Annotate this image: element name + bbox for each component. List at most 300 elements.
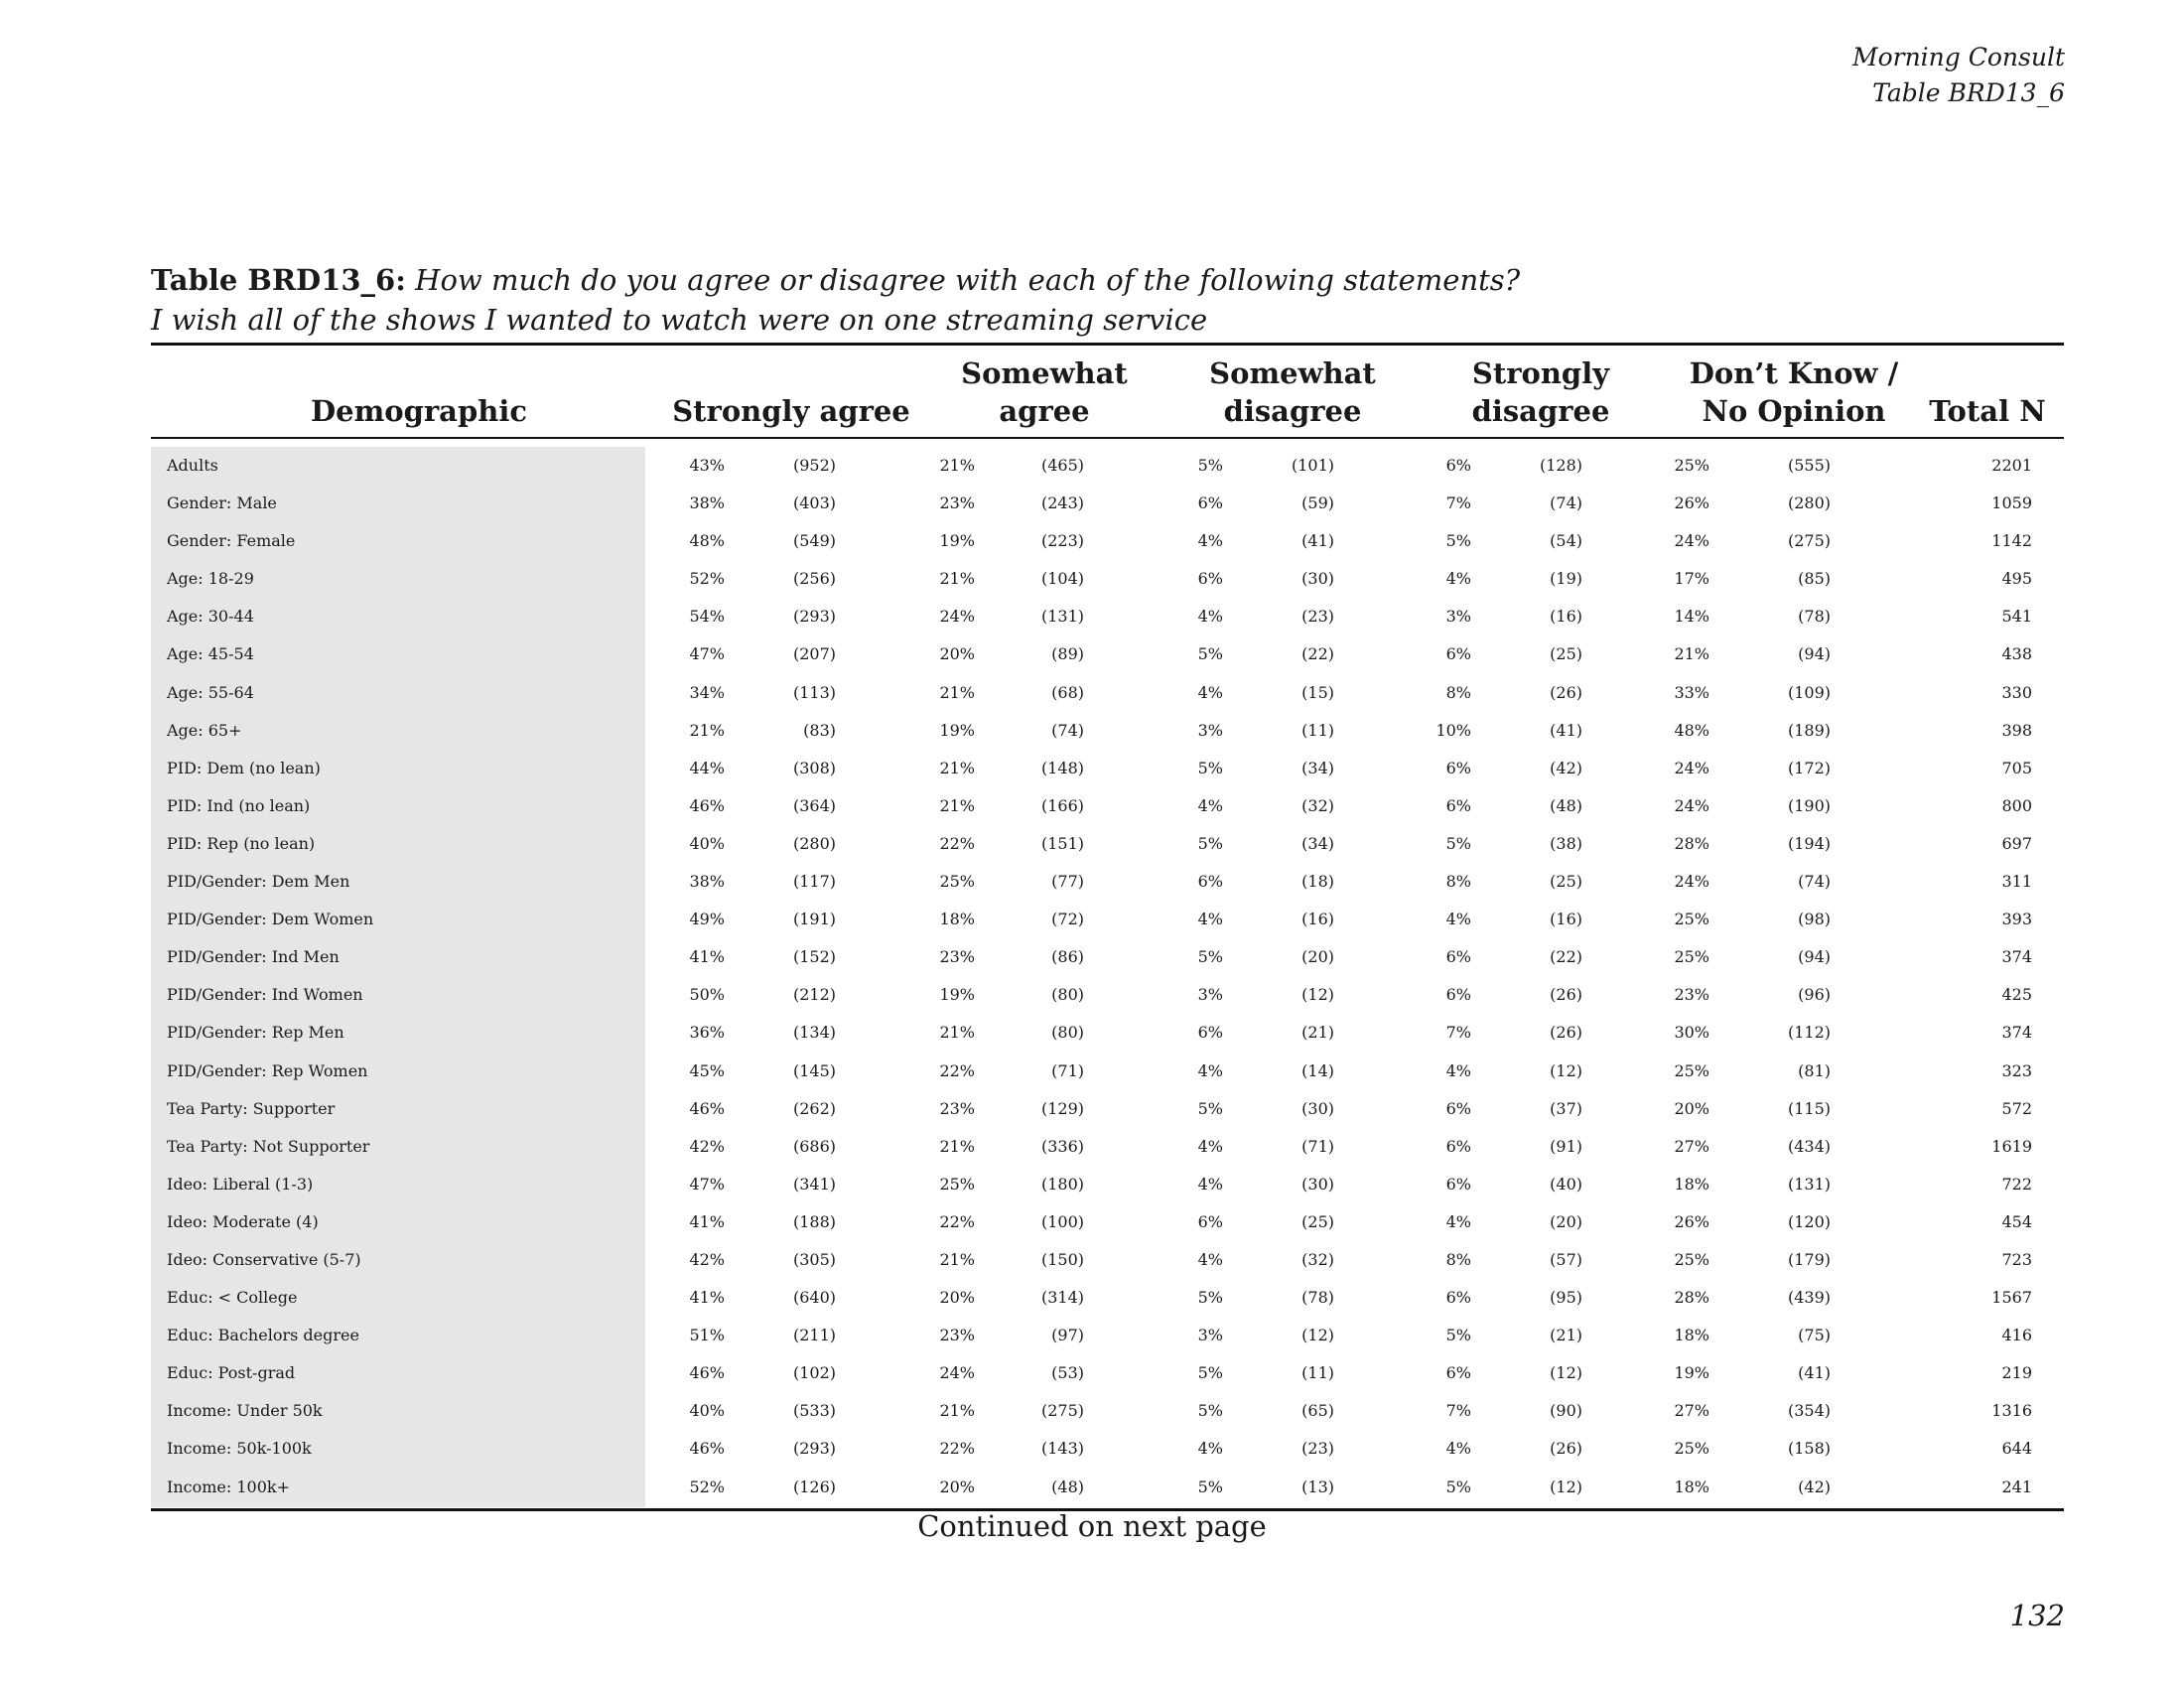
- strongly-disagree-n: (95): [1550, 1288, 1582, 1308]
- somewhat-disagree-pct: 5%: [1197, 1288, 1223, 1308]
- col-somewhat-disagree-2: disagree: [1223, 394, 1362, 428]
- somewhat-agree-pct: 21%: [939, 456, 975, 475]
- somewhat-disagree-n: (11): [1301, 720, 1334, 740]
- dont-know-n: (120): [1787, 1211, 1831, 1231]
- total-n: 705: [2001, 758, 2032, 777]
- dont-know-pct: 25%: [1674, 456, 1709, 475]
- strongly-disagree-pct: 5%: [1445, 1477, 1471, 1496]
- row-label: Gender: Female: [167, 531, 296, 551]
- somewhat-agree-n: (89): [1051, 644, 1084, 664]
- strongly-agree-pct: 48%: [689, 531, 725, 551]
- strongly-agree-pct: 38%: [689, 493, 725, 513]
- table-row: [151, 1090, 2064, 1128]
- strongly-disagree-pct: 5%: [1445, 833, 1471, 853]
- row-label: PID: Ind (no lean): [167, 795, 311, 815]
- somewhat-disagree-pct: 4%: [1197, 1136, 1223, 1156]
- strongly-disagree-pct: 7%: [1445, 493, 1471, 513]
- somewhat-disagree-n: (30): [1301, 1098, 1334, 1118]
- somewhat-agree-n: (151): [1040, 833, 1084, 853]
- dont-know-n: (78): [1798, 607, 1831, 627]
- strongly-agree-pct: 52%: [689, 1477, 725, 1496]
- somewhat-disagree-pct: 3%: [1197, 985, 1223, 1005]
- row-label: Adults: [167, 456, 218, 475]
- strongly-disagree-n: (26): [1550, 682, 1582, 702]
- strongly-agree-n: (952): [792, 456, 836, 475]
- table-row: [151, 1203, 2064, 1241]
- dont-know-n: (179): [1787, 1249, 1831, 1269]
- somewhat-disagree-pct: 5%: [1197, 644, 1223, 664]
- strongly-agree-n: (207): [792, 644, 836, 664]
- strongly-disagree-n: (74): [1550, 493, 1582, 513]
- row-label: PID/Gender: Rep Women: [167, 1060, 368, 1080]
- strongly-disagree-n: (12): [1550, 1477, 1582, 1496]
- table-row: [151, 485, 2064, 522]
- somewhat-disagree-n: (23): [1301, 1439, 1334, 1459]
- total-n: 323: [2001, 1060, 2032, 1080]
- table-row: [151, 447, 2064, 485]
- dont-know-n: (434): [1787, 1136, 1831, 1156]
- strongly-disagree-n: (16): [1550, 910, 1582, 929]
- table-label: Table BRD13_6:: [151, 263, 406, 297]
- somewhat-disagree-pct: 5%: [1197, 758, 1223, 777]
- somewhat-agree-pct: 21%: [939, 1136, 975, 1156]
- strongly-agree-pct: 46%: [689, 1439, 725, 1459]
- strongly-disagree-pct: 4%: [1445, 910, 1471, 929]
- table-row: [151, 1166, 2064, 1203]
- strongly-disagree-n: (41): [1550, 720, 1582, 740]
- somewhat-agree-pct: 22%: [939, 1439, 975, 1459]
- somewhat-disagree-pct: 5%: [1197, 947, 1223, 967]
- somewhat-disagree-pct: 6%: [1197, 569, 1223, 589]
- somewhat-agree-pct: 23%: [939, 1326, 975, 1345]
- strongly-disagree-n: (48): [1550, 795, 1582, 815]
- strongly-agree-pct: 36%: [689, 1023, 725, 1043]
- strongly-agree-pct: 41%: [689, 947, 725, 967]
- row-label: PID: Dem (no lean): [167, 758, 321, 777]
- strongly-disagree-n: (40): [1550, 1174, 1582, 1194]
- somewhat-disagree-n: (21): [1301, 1023, 1334, 1043]
- somewhat-disagree-n: (32): [1301, 795, 1334, 815]
- row-label: Ideo: Conservative (5-7): [167, 1249, 361, 1269]
- somewhat-agree-pct: 21%: [939, 569, 975, 589]
- dont-know-pct: 19%: [1674, 1363, 1709, 1383]
- somewhat-agree-n: (180): [1040, 1174, 1084, 1194]
- strongly-agree-n: (293): [792, 1439, 836, 1459]
- strongly-agree-n: (341): [792, 1174, 836, 1194]
- table-row: [151, 712, 2064, 750]
- dont-know-pct: 27%: [1674, 1401, 1709, 1421]
- somewhat-disagree-n: (23): [1301, 607, 1334, 627]
- strongly-agree-pct: 54%: [689, 607, 725, 627]
- col-strongly-agree: Strongly agree: [672, 394, 910, 428]
- somewhat-disagree-n: (12): [1301, 1326, 1334, 1345]
- strongly-disagree-pct: 8%: [1445, 682, 1471, 702]
- strongly-disagree-n: (128): [1539, 456, 1582, 475]
- strongly-agree-n: (549): [792, 531, 836, 551]
- strongly-disagree-pct: 5%: [1445, 1326, 1471, 1345]
- somewhat-agree-n: (71): [1051, 1060, 1084, 1080]
- total-n: 398: [2001, 720, 2032, 740]
- dont-know-pct: 26%: [1674, 1211, 1709, 1231]
- somewhat-agree-pct: 21%: [939, 1023, 975, 1043]
- strongly-agree-n: (293): [792, 607, 836, 627]
- total-n: 541: [2001, 607, 2032, 627]
- somewhat-disagree-pct: 4%: [1197, 1249, 1223, 1269]
- total-n: 1316: [1991, 1401, 2032, 1421]
- col-demographic: Demographic: [310, 394, 527, 428]
- row-label: Income: Under 50k: [167, 1401, 323, 1421]
- row-label: PID/Gender: Dem Women: [167, 910, 374, 929]
- strongly-agree-pct: 34%: [689, 682, 725, 702]
- strongly-disagree-n: (12): [1550, 1363, 1582, 1383]
- somewhat-agree-pct: 21%: [939, 758, 975, 777]
- somewhat-agree-n: (131): [1040, 607, 1084, 627]
- row-label: Educ: < College: [167, 1288, 298, 1308]
- dont-know-pct: 24%: [1674, 795, 1709, 815]
- column-headers: [151, 345, 2064, 439]
- data-table: [151, 345, 2064, 439]
- total-n: 393: [2001, 910, 2032, 929]
- table-row: [151, 560, 2064, 598]
- strongly-disagree-n: (26): [1550, 1023, 1582, 1043]
- col-total-n: Total N: [1929, 394, 2046, 428]
- dont-know-n: (439): [1787, 1288, 1831, 1308]
- row-label: Age: 45-54: [167, 644, 254, 664]
- somewhat-agree-pct: 22%: [939, 833, 975, 853]
- dont-know-pct: 26%: [1674, 493, 1709, 513]
- strongly-agree-n: (308): [792, 758, 836, 777]
- strongly-disagree-pct: 6%: [1445, 1288, 1471, 1308]
- total-n: 495: [2001, 569, 2032, 589]
- somewhat-agree-n: (100): [1040, 1211, 1084, 1231]
- dont-know-n: (109): [1787, 682, 1831, 702]
- somewhat-agree-n: (53): [1051, 1363, 1084, 1383]
- strongly-agree-n: (113): [792, 682, 836, 702]
- somewhat-disagree-pct: 5%: [1197, 1363, 1223, 1383]
- row-label: PID/Gender: Rep Men: [167, 1023, 344, 1043]
- table-title: [151, 260, 1520, 340]
- strongly-disagree-pct: 4%: [1445, 1060, 1471, 1080]
- somewhat-disagree-n: (78): [1301, 1288, 1334, 1308]
- somewhat-disagree-n: (22): [1301, 644, 1334, 664]
- total-n: 438: [2001, 644, 2032, 664]
- row-label: Ideo: Liberal (1-3): [167, 1174, 314, 1194]
- somewhat-agree-pct: 25%: [939, 1174, 975, 1194]
- strongly-disagree-n: (90): [1550, 1401, 1582, 1421]
- strongly-disagree-pct: 6%: [1445, 1363, 1471, 1383]
- somewhat-agree-n: (48): [1051, 1477, 1084, 1496]
- table-row: [151, 825, 2064, 863]
- somewhat-agree-pct: 23%: [939, 947, 975, 967]
- somewhat-agree-pct: 22%: [939, 1211, 975, 1231]
- somewhat-disagree-n: (30): [1301, 1174, 1334, 1194]
- total-n: 644: [2001, 1439, 2032, 1459]
- somewhat-disagree-pct: 6%: [1197, 1211, 1223, 1231]
- dont-know-n: (354): [1787, 1401, 1831, 1421]
- row-label: PID/Gender: Dem Men: [167, 872, 350, 892]
- table-row: [151, 976, 2064, 1014]
- somewhat-agree-n: (143): [1040, 1439, 1084, 1459]
- strongly-agree-pct: 40%: [689, 833, 725, 853]
- row-label: Educ: Bachelors degree: [167, 1326, 359, 1345]
- dont-know-n: (189): [1787, 720, 1831, 740]
- dont-know-pct: 24%: [1674, 758, 1709, 777]
- strongly-disagree-pct: 10%: [1435, 720, 1471, 740]
- col-strongly-disagree-2: disagree: [1471, 394, 1610, 428]
- somewhat-disagree-pct: 5%: [1197, 833, 1223, 853]
- somewhat-disagree-n: (71): [1301, 1136, 1334, 1156]
- dont-know-pct: 25%: [1674, 1439, 1709, 1459]
- strongly-disagree-n: (54): [1550, 531, 1582, 551]
- somewhat-disagree-pct: 4%: [1197, 1439, 1223, 1459]
- dont-know-n: (75): [1798, 1326, 1831, 1345]
- dont-know-n: (85): [1798, 569, 1831, 589]
- row-label: Ideo: Moderate (4): [167, 1211, 319, 1231]
- total-n: 2201: [1991, 456, 2032, 475]
- table-row: [151, 635, 2064, 673]
- somewhat-agree-pct: 23%: [939, 1098, 975, 1118]
- somewhat-agree-n: (148): [1040, 758, 1084, 777]
- continued-note: Continued on next page: [917, 1509, 1267, 1543]
- table-row: [151, 1354, 2064, 1392]
- strongly-agree-pct: 44%: [689, 758, 725, 777]
- strongly-agree-pct: 46%: [689, 1363, 725, 1383]
- dont-know-n: (190): [1787, 795, 1831, 815]
- dont-know-pct: 14%: [1674, 607, 1709, 627]
- somewhat-disagree-n: (13): [1301, 1477, 1334, 1496]
- dont-know-pct: 20%: [1674, 1098, 1709, 1118]
- somewhat-agree-n: (129): [1040, 1098, 1084, 1118]
- row-label: Income: 50k-100k: [167, 1439, 312, 1459]
- dont-know-pct: 28%: [1674, 1288, 1709, 1308]
- total-n: 800: [2001, 795, 2032, 815]
- col-somewhat-agree-2: agree: [999, 394, 1090, 428]
- dont-know-n: (74): [1798, 872, 1831, 892]
- strongly-disagree-pct: 8%: [1445, 872, 1471, 892]
- dont-know-n: (555): [1787, 456, 1831, 475]
- strongly-agree-pct: 47%: [689, 1174, 725, 1194]
- table-row: [151, 1392, 2064, 1430]
- somewhat-disagree-n: (11): [1301, 1363, 1334, 1383]
- somewhat-disagree-n: (101): [1291, 456, 1334, 475]
- dont-know-pct: 33%: [1674, 682, 1709, 702]
- strongly-agree-n: (262): [792, 1098, 836, 1118]
- somewhat-disagree-pct: 5%: [1197, 456, 1223, 475]
- total-n: 374: [2001, 947, 2032, 967]
- total-n: 330: [2001, 682, 2032, 702]
- strongly-agree-n: (212): [792, 985, 836, 1005]
- table-id: Table BRD13_6: [1872, 78, 2065, 107]
- strongly-disagree-pct: 7%: [1445, 1401, 1471, 1421]
- total-n: 722: [2001, 1174, 2032, 1194]
- somewhat-agree-pct: 22%: [939, 1060, 975, 1080]
- somewhat-disagree-pct: 4%: [1197, 531, 1223, 551]
- strongly-agree-pct: 52%: [689, 569, 725, 589]
- row-label: PID/Gender: Ind Women: [167, 985, 363, 1005]
- page-header: [1852, 40, 2065, 111]
- table-row: [151, 1469, 2064, 1506]
- strongly-agree-n: (145): [792, 1060, 836, 1080]
- dont-know-n: (94): [1798, 644, 1831, 664]
- strongly-agree-pct: 46%: [689, 795, 725, 815]
- somewhat-disagree-n: (30): [1301, 569, 1334, 589]
- somewhat-disagree-pct: 6%: [1197, 1023, 1223, 1043]
- table-row: [151, 522, 2064, 560]
- somewhat-agree-n: (150): [1040, 1249, 1084, 1269]
- strongly-disagree-pct: 6%: [1445, 985, 1471, 1005]
- somewhat-agree-pct: 19%: [939, 720, 975, 740]
- somewhat-agree-pct: 21%: [939, 1401, 975, 1421]
- table-row: [151, 1241, 2064, 1279]
- strongly-agree-n: (152): [792, 947, 836, 967]
- somewhat-agree-n: (166): [1040, 795, 1084, 815]
- somewhat-agree-n: (336): [1040, 1136, 1084, 1156]
- strongly-disagree-n: (19): [1550, 569, 1582, 589]
- col-strongly-disagree-1: Strongly: [1471, 356, 1610, 390]
- strongly-disagree-pct: 6%: [1445, 1098, 1471, 1118]
- strongly-agree-pct: 41%: [689, 1211, 725, 1231]
- dont-know-n: (42): [1798, 1477, 1831, 1496]
- strongly-agree-n: (280): [792, 833, 836, 853]
- total-n: 219: [2001, 1363, 2032, 1383]
- row-label: Tea Party: Supporter: [167, 1098, 336, 1118]
- somewhat-disagree-n: (14): [1301, 1060, 1334, 1080]
- somewhat-disagree-pct: 4%: [1197, 1060, 1223, 1080]
- total-n: 697: [2001, 833, 2032, 853]
- table-row: [151, 787, 2064, 825]
- somewhat-disagree-n: (12): [1301, 985, 1334, 1005]
- somewhat-agree-n: (77): [1051, 872, 1084, 892]
- total-n: 416: [2001, 1326, 2032, 1345]
- strongly-agree-pct: 45%: [689, 1060, 725, 1080]
- dont-know-pct: 28%: [1674, 833, 1709, 853]
- somewhat-disagree-pct: 5%: [1197, 1477, 1223, 1496]
- table-row: [151, 750, 2064, 787]
- row-label: Age: 65+: [167, 720, 242, 740]
- strongly-disagree-n: (25): [1550, 872, 1582, 892]
- somewhat-agree-n: (80): [1051, 985, 1084, 1005]
- total-n: 374: [2001, 1023, 2032, 1043]
- dont-know-pct: 17%: [1674, 569, 1709, 589]
- total-n: 1619: [1991, 1136, 2032, 1156]
- dont-know-n: (158): [1787, 1439, 1831, 1459]
- table-row: [151, 598, 2064, 635]
- strongly-disagree-n: (26): [1550, 985, 1582, 1005]
- somewhat-agree-pct: 21%: [939, 795, 975, 815]
- total-n: 454: [2001, 1211, 2032, 1231]
- dont-know-pct: 24%: [1674, 872, 1709, 892]
- total-n: 723: [2001, 1249, 2032, 1269]
- somewhat-agree-n: (86): [1051, 947, 1084, 967]
- strongly-disagree-n: (22): [1550, 947, 1582, 967]
- strongly-agree-pct: 49%: [689, 910, 725, 929]
- dont-know-pct: 25%: [1674, 1060, 1709, 1080]
- dont-know-pct: 30%: [1674, 1023, 1709, 1043]
- total-n: 1567: [1991, 1288, 2032, 1308]
- strongly-agree-n: (364): [792, 795, 836, 815]
- col-dont-know-2: No Opinion: [1702, 394, 1886, 428]
- dont-know-n: (112): [1787, 1023, 1831, 1043]
- somewhat-disagree-n: (20): [1301, 947, 1334, 967]
- dont-know-pct: 21%: [1674, 644, 1709, 664]
- somewhat-disagree-pct: 5%: [1197, 1098, 1223, 1118]
- strongly-disagree-n: (25): [1550, 644, 1582, 664]
- somewhat-agree-n: (68): [1051, 682, 1084, 702]
- strongly-disagree-pct: 6%: [1445, 758, 1471, 777]
- somewhat-disagree-n: (41): [1301, 531, 1334, 551]
- strongly-agree-n: (188): [792, 1211, 836, 1231]
- strongly-disagree-pct: 6%: [1445, 947, 1471, 967]
- table-statement: I wish all of the shows I wanted to watch were on one streaming service: [151, 303, 1208, 337]
- dont-know-pct: 48%: [1674, 720, 1709, 740]
- strongly-agree-n: (640): [792, 1288, 836, 1308]
- total-n: 572: [2001, 1098, 2032, 1118]
- dont-know-pct: 23%: [1674, 985, 1709, 1005]
- somewhat-disagree-n: (59): [1301, 493, 1334, 513]
- dont-know-pct: 27%: [1674, 1136, 1709, 1156]
- somewhat-agree-n: (275): [1040, 1401, 1084, 1421]
- strongly-agree-n: (102): [792, 1363, 836, 1383]
- strongly-agree-pct: 43%: [689, 456, 725, 475]
- row-label: Gender: Male: [167, 493, 277, 513]
- page-number: 132: [2009, 1599, 2065, 1632]
- dont-know-n: (81): [1798, 1060, 1831, 1080]
- row-label: Income: 100k+: [167, 1477, 290, 1496]
- somewhat-agree-pct: 23%: [939, 493, 975, 513]
- somewhat-disagree-pct: 4%: [1197, 607, 1223, 627]
- total-n: 1142: [1991, 531, 2032, 551]
- somewhat-agree-pct: 19%: [939, 531, 975, 551]
- strongly-agree-pct: 50%: [689, 985, 725, 1005]
- strongly-agree-n: (305): [792, 1249, 836, 1269]
- dont-know-n: (131): [1787, 1174, 1831, 1194]
- strongly-disagree-pct: 6%: [1445, 644, 1471, 664]
- table-row: [151, 1128, 2064, 1166]
- strongly-agree-pct: 38%: [689, 872, 725, 892]
- strongly-agree-n: (191): [792, 910, 836, 929]
- strongly-agree-n: (686): [792, 1136, 836, 1156]
- dont-know-pct: 25%: [1674, 947, 1709, 967]
- dont-know-n: (280): [1787, 493, 1831, 513]
- strongly-disagree-pct: 3%: [1445, 607, 1471, 627]
- somewhat-agree-pct: 24%: [939, 607, 975, 627]
- dont-know-pct: 18%: [1674, 1477, 1709, 1496]
- somewhat-disagree-pct: 4%: [1197, 1174, 1223, 1194]
- row-label: Age: 55-64: [167, 682, 254, 702]
- somewhat-agree-n: (72): [1051, 910, 1084, 929]
- dont-know-pct: 18%: [1674, 1326, 1709, 1345]
- strongly-agree-pct: 47%: [689, 644, 725, 664]
- row-label: PID: Rep (no lean): [167, 833, 316, 853]
- total-n: 425: [2001, 985, 2032, 1005]
- somewhat-agree-n: (104): [1040, 569, 1084, 589]
- strongly-agree-n: (126): [792, 1477, 836, 1496]
- somewhat-disagree-n: (65): [1301, 1401, 1334, 1421]
- dont-know-pct: 25%: [1674, 910, 1709, 929]
- strongly-agree-n: (256): [792, 569, 836, 589]
- somewhat-disagree-n: (15): [1301, 682, 1334, 702]
- somewhat-disagree-pct: 4%: [1197, 910, 1223, 929]
- somewhat-agree-n: (74): [1051, 720, 1084, 740]
- row-label: Age: 18-29: [167, 569, 254, 589]
- somewhat-disagree-pct: 6%: [1197, 872, 1223, 892]
- dont-know-pct: 24%: [1674, 531, 1709, 551]
- strongly-agree-n: (134): [792, 1023, 836, 1043]
- total-n: 1059: [1991, 493, 2032, 513]
- somewhat-agree-pct: 20%: [939, 1288, 975, 1308]
- strongly-disagree-n: (42): [1550, 758, 1582, 777]
- table-question: How much do you agree or disagree with each of the following statements?: [415, 263, 1521, 297]
